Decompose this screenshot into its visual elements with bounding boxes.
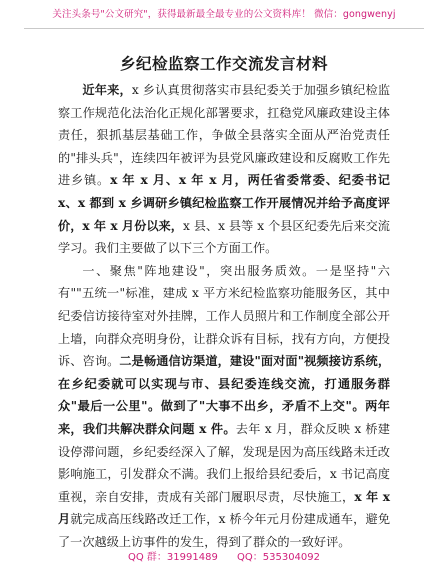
text-run: 去年 x 月，群众反映 x 桥建设停滞问题，乡纪委经深入了解，发现是因为高压线路未迁改影响施工，引发群众不满。我们上报给县纪委后，x 书记高度重视，亲自安排，责成有关部门履职尽责，尽快施工， xyxy=(58,421,390,504)
text-run: x 乡认真贯彻落实市县纪委关于加强乡镇纪检监察工作规范化法治化正规化部署要求，扛稳党风廉政建设主体责任，狠抓基层基础工作，争做全县落实全面从严治党责任的"排头兵"，连续四年被评为县党风廉政建设和反腐败工作先进乡镇。 xyxy=(58,83,391,188)
footer-qq: QQ：535304092 xyxy=(237,552,321,563)
document-body xyxy=(58,79,390,553)
text-run: 近年来， xyxy=(82,83,132,97)
header-divider xyxy=(24,28,424,29)
paragraph-2 xyxy=(58,260,390,554)
text-run: x 年 x 月 xyxy=(58,489,390,527)
text-run: x 县、x 县等 x 个县区纪委先后来交流学习。我们主要做了以下三个方面工作。 xyxy=(58,218,390,256)
text-run: x 年 x 月、x 年 x 月，两任省委常委、纪委书记 x、x 都到 x 乡调研乡镇纪检监察工作开展情况并给予高度评价，x 年 x 月份以来， xyxy=(58,173,390,233)
footer xyxy=(0,548,448,563)
text-run: 二是畅通信访渠道，建设"面对面"视频接访系统，在乡纪委就可以实现与市、县纪委连线交流，打通服务群众"最后一公里"。做到了"大事不出乡，矛盾不上交"。两年来，我们共解决群众问题 x 件。 xyxy=(58,354,391,436)
top-banner: 关注头条号"公文研究"，获得最新最全最专业的公文资料库！ 微信：gongwenyj xyxy=(52,9,396,20)
text-run: 就完成高压线路改迁工作，x 桥今年元月份建成通车，避免了一次越级上访事件的发生，得到了群众的一致好评。 xyxy=(58,512,391,549)
footer-qq-group: QQ 群：31991489 xyxy=(127,552,218,563)
paragraph-1 xyxy=(58,79,390,260)
text-run: 一、聚焦"阵地建设"，突出服务质效。一是坚持"六有""五统一"标准，建成 x 平方米纪检监察功能服务区，其中纪委信访接待室对外挂牌，工作人员照片和工作制度全部公开上墙，向群众亮明身份，让群众诉有目标，找有方向，方便投诉、咨询。 xyxy=(58,263,390,369)
document-title: 乡纪检监察工作交流发言材料 xyxy=(119,54,328,73)
